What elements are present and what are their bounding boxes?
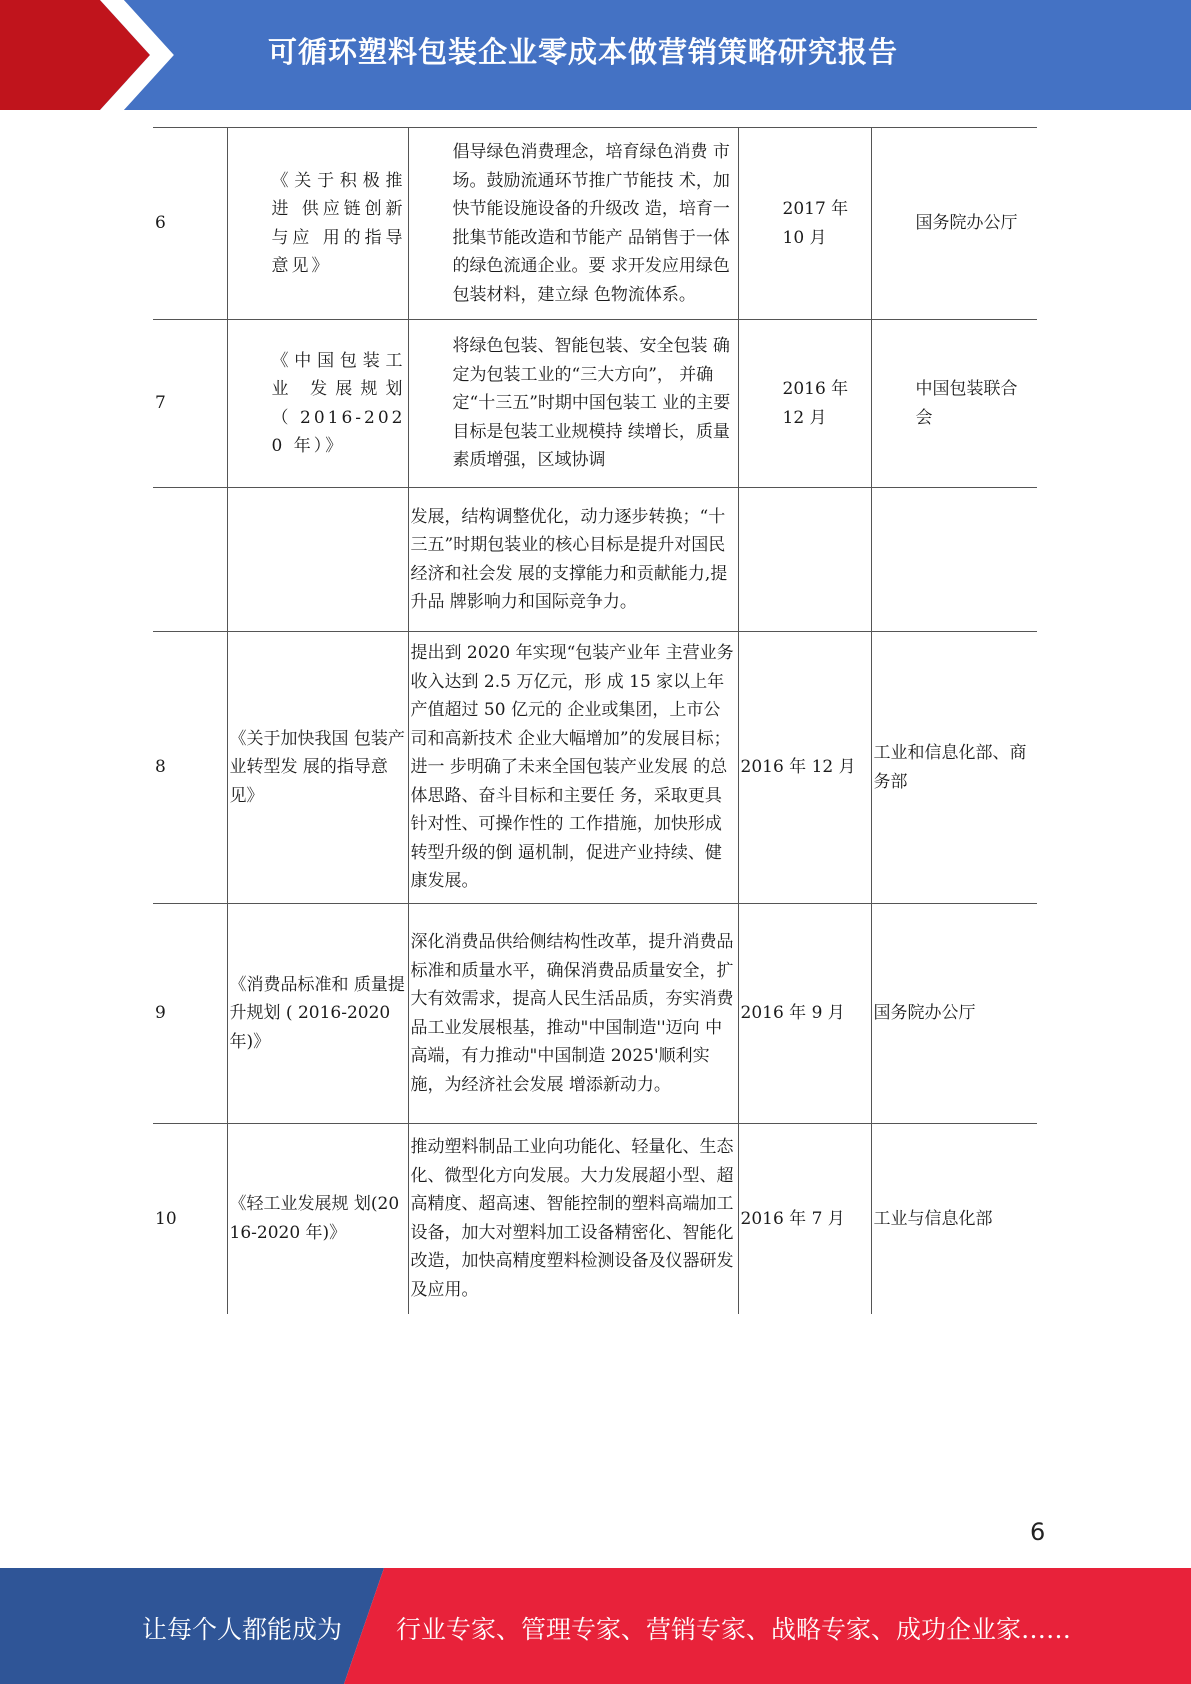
issuer: 工业与信息化部 xyxy=(871,1124,1037,1314)
policy-title: 《关于积极推进 供应链创新与应 用的指导意见》 xyxy=(227,128,408,320)
table-row xyxy=(153,320,1037,488)
issuer: 中国包装联合会 xyxy=(871,320,1037,488)
table-row xyxy=(153,632,1037,904)
policy-content: 将绿色包装、智能包装、安全包装 确定为包装工业的“三大方向”， 并确定“十三五”时期中国包装工 业的主要目标是包装工业规模持 续增长，质量素质增强，区域协调 xyxy=(408,320,738,488)
issue-date xyxy=(738,488,871,632)
issue-date: 2016 年 7 月 xyxy=(738,1124,871,1314)
policy-title: 《轻工业发展规 划(2016-2020 年)》 xyxy=(227,1124,408,1314)
policy-content: 深化消费品供给侧结构性改革，提升消费品标准和质量水平，确保消费品质量安全，扩大有效需求，提高人民生活品质，夯实消费品工业发展根基，推动"中国制造''迈向 中高端，有力推动"中国制造 2025'顺利实施，为经济社会发展 增添新动力。 xyxy=(408,904,738,1124)
page-footer xyxy=(0,1568,1191,1684)
table-row xyxy=(153,904,1037,1124)
row-number: 6 xyxy=(153,128,227,320)
policy-content: 推动塑料制品工业向功能化、轻量化、生态化、微型化方向发展。大力发展超小型、超高精度、超高速、智能控制的塑料高端加工设备，加大对塑料加工设备精密化、智能化改造，加快高精度塑料检测设备及仪器研发及应用。 xyxy=(408,1124,738,1314)
report-title: 可循环塑料包装企业零成本做营销策略研究报告 xyxy=(268,35,899,69)
issuer: 工业和信息化部、商务部 xyxy=(871,632,1037,904)
issuer xyxy=(871,488,1037,632)
table-row xyxy=(153,128,1037,320)
row-number: 7 xyxy=(153,320,227,488)
issuer: 国务院办公厅 xyxy=(871,904,1037,1124)
table-row xyxy=(153,488,1037,632)
page-header xyxy=(0,0,1191,110)
issuer: 国务院办公厅 xyxy=(871,128,1037,320)
issue-date: 2016 年 12 月 xyxy=(738,632,871,904)
policy-content: 发展，结构调整优化，动力逐步转换；“十三五”时期包装业的核心目标是提升对国民经济和社会发 展的支撑能力和贡献能力,提升品 牌影响力和国际竞争力。 xyxy=(408,488,738,632)
row-number: 10 xyxy=(153,1124,227,1314)
policy-content: 倡导绿色消费理念，培育绿色消费 市场。鼓励流通环节推广节能技 术，加快节能设施设备的升级改 造，培育一批集节能改造和节能产 品销售于一体的绿色流通企业。要 求开发应用绿色包装材料，建立绿 色物流体系。 xyxy=(408,128,738,320)
policy-content: 提出到 2020 年实现“包装产业年 主营业务收入达到 2.5 万亿元，形 成 15 家以上年产值超过 50 亿元的 企业或集团，上市公司和高新技术 企业大幅增加”的发展目标；进一 步明确了未来全国包装产业发展 的总体思路、奋斗目标和主要任 务，采取更具针对性、可操作性的 工作措施，加快形成转型升级的倒 逼机制，促进产业持续、健康发展。 xyxy=(408,632,738,904)
policy-table xyxy=(153,127,1037,1314)
issue-date: 2016 年 12 月 xyxy=(738,320,871,488)
policy-title: 《消费品标准和 质量提升规划 ( 2016-2020 年)》 xyxy=(227,904,408,1124)
policy-title xyxy=(227,488,408,632)
footer-slogan-left: 让每个人都能成为 xyxy=(142,1615,343,1644)
row-number xyxy=(153,488,227,632)
table-row xyxy=(153,1124,1037,1314)
policy-title: 《中国包装工业 发展规划 （ 2016-2020 年）》 xyxy=(227,320,408,488)
row-number: 8 xyxy=(153,632,227,904)
issue-date: 2016 年 9 月 xyxy=(738,904,871,1124)
row-number: 9 xyxy=(153,904,227,1124)
footer-slogan-right: 行业专家、管理专家、营销专家、战略专家、成功企业家…… xyxy=(396,1615,1072,1644)
issue-date: 2017 年 10 月 xyxy=(738,128,871,320)
policy-title: 《关于加快我国 包装产业转型发 展的指导意见》 xyxy=(227,632,408,904)
page-number: 6 xyxy=(1030,1518,1046,1546)
